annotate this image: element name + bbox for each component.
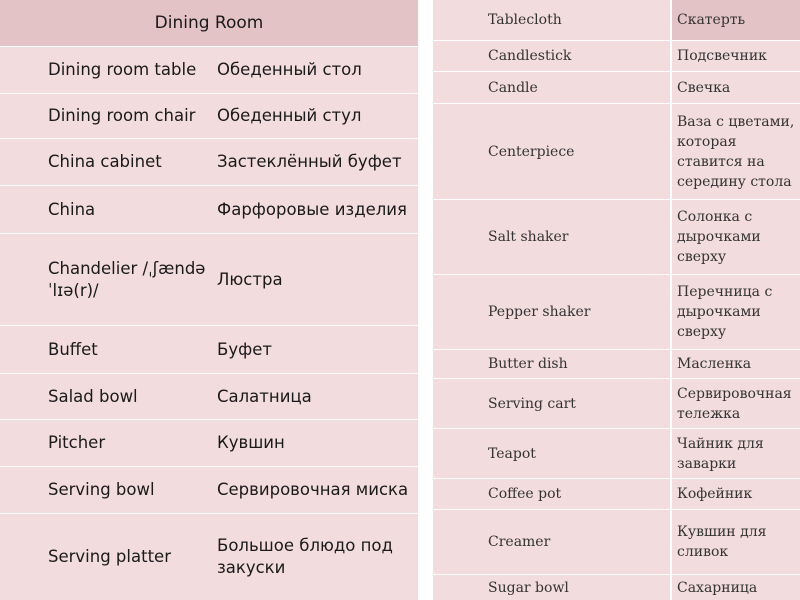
header-row-russian bbox=[671, 0, 800, 40]
table-row bbox=[433, 509, 800, 574]
english-term: Buffet bbox=[48, 339, 98, 359]
russian-translation: Кувшин для сливок bbox=[677, 524, 767, 560]
russian-translation: Свечка bbox=[677, 79, 731, 96]
table-row bbox=[0, 513, 418, 600]
russian-translation: Буфет bbox=[217, 339, 272, 359]
russian-translation: Подсвечник bbox=[677, 48, 767, 64]
russian-translation: Люстра bbox=[217, 269, 283, 289]
english-term: Dining room chair bbox=[48, 106, 196, 125]
table-row bbox=[433, 349, 800, 378]
english-term: Centerpiece bbox=[488, 143, 575, 160]
russian-translation: Чайник для заварки bbox=[677, 435, 764, 472]
english-term: China cabinet bbox=[48, 152, 162, 171]
english-term: Coffee pot bbox=[488, 486, 562, 502]
table-row bbox=[433, 274, 800, 349]
table-row bbox=[433, 478, 800, 509]
english-term: China bbox=[48, 199, 96, 219]
english-term: Serving platter bbox=[48, 547, 171, 566]
russian-translation: Салатница bbox=[217, 386, 312, 406]
english-term: Serving cart bbox=[488, 395, 576, 412]
russian-translation: Масленка bbox=[677, 356, 752, 372]
table-row bbox=[433, 199, 800, 274]
russian-translation: Ваза с цветами, которая ставится на середину стола bbox=[677, 113, 795, 190]
english-term: Candlestick bbox=[488, 48, 572, 64]
english-term: Pepper shaker bbox=[488, 304, 591, 320]
header-english-term: Tablecloth bbox=[488, 12, 562, 28]
english-term: Dining room table bbox=[48, 60, 197, 79]
english-term: Pitcher bbox=[48, 433, 106, 452]
table-row bbox=[0, 419, 418, 466]
table-row bbox=[433, 428, 800, 478]
table-row bbox=[0, 233, 418, 325]
english-term: Chandelier /ˌʃændəˈlɪə(r)/ bbox=[48, 258, 206, 300]
russian-translation: Кофейник bbox=[677, 486, 753, 502]
english-term: Candle bbox=[488, 79, 538, 96]
russian-translation: Кувшин bbox=[217, 433, 285, 452]
table-row bbox=[0, 373, 418, 419]
russian-translation: Сервировочная миска bbox=[217, 480, 409, 499]
english-term: Serving bowl bbox=[48, 480, 155, 499]
russian-translation: Сахарница bbox=[677, 579, 758, 596]
russian-translation: Большое блюдо под закуски bbox=[217, 536, 393, 577]
russian-translation: Обеденный стул bbox=[217, 106, 362, 125]
table-row bbox=[0, 46, 418, 93]
table-row bbox=[0, 325, 418, 373]
table-row bbox=[0, 138, 418, 185]
english-term: Salad bowl bbox=[48, 386, 138, 406]
table-row bbox=[0, 466, 418, 513]
russian-translation: Обеденный стол bbox=[217, 60, 362, 79]
table-title: Dining Room bbox=[0, 0, 418, 46]
table-row bbox=[433, 71, 800, 103]
table-row bbox=[433, 574, 800, 600]
english-term: Sugar bowl bbox=[488, 579, 569, 596]
russian-translation: Перечница с дырочками сверху bbox=[677, 284, 773, 340]
table-row bbox=[0, 93, 418, 138]
table-row bbox=[433, 378, 800, 428]
russian-translation: Застеклённый буфет bbox=[217, 152, 402, 171]
tableware-vocabulary-table bbox=[433, 0, 800, 600]
english-term: Salt shaker bbox=[488, 229, 569, 245]
header-row-english bbox=[433, 0, 670, 40]
english-term: Butter dish bbox=[488, 356, 568, 372]
table-row bbox=[433, 103, 800, 199]
english-term: Teapot bbox=[488, 445, 536, 462]
russian-translation: Солонка с дырочками сверху bbox=[677, 209, 761, 265]
table-row bbox=[433, 40, 800, 71]
russian-translation: Сервировочная тележка bbox=[677, 385, 792, 422]
table-row bbox=[0, 185, 418, 233]
russian-translation: Фарфоровые изделия bbox=[217, 199, 407, 219]
header-russian-term: Скатерть bbox=[677, 12, 746, 28]
english-term: Creamer bbox=[488, 534, 551, 550]
